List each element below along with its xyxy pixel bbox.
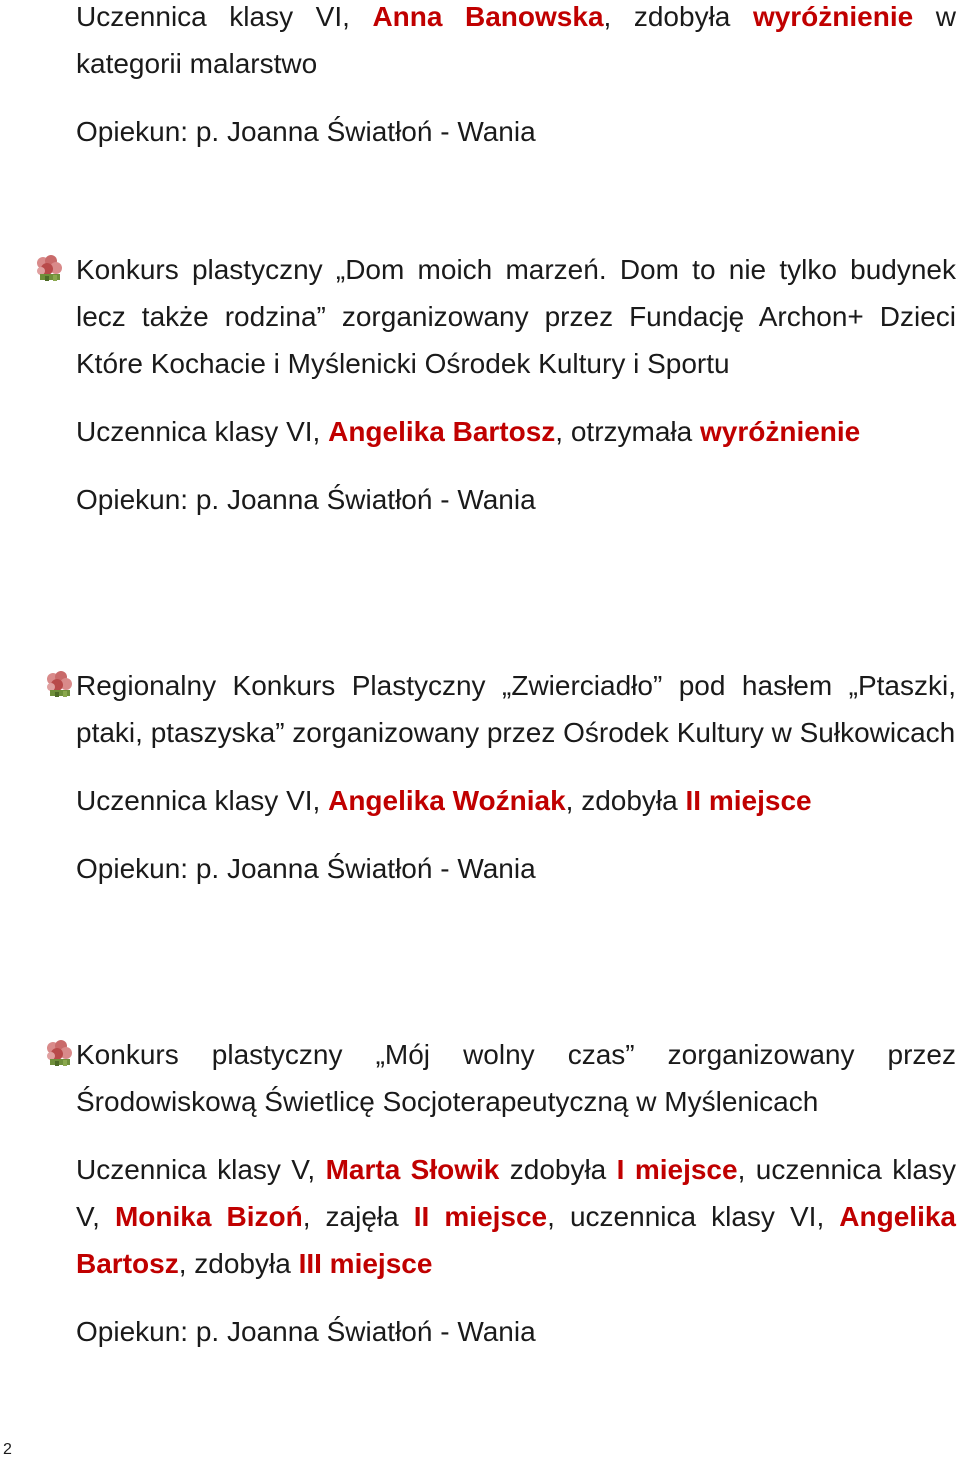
student-name: Anna Banowska [372, 1, 604, 32]
page-number: 2 [3, 1441, 12, 1458]
contest-title: Konkurs plastyczny „Dom moich marzeń. Dom to nie tylko budynek lecz także rodzina” zorganizowany przez Fundację Archon+ Dzieci Które Kochacie i Myślenicki Ośrodek Kultury i Sportu [76, 254, 956, 379]
winner-line: Uczennica klasy VI, Anna Banowska, zdobyła wyróżnienie w kategorii malarstwo [76, 1, 956, 79]
supervisor-line: Opiekun: p. Joanna Światłoń - Wania [76, 1316, 536, 1347]
winners-line: Uczennica klasy V, Marta Słowik zdobyła I miejsce, uczennica klasy V, Monika Bizoń, zajęła II miejsce, uczennica klasy VI, Angelika Bartosz, zdobyła III miejsce [76, 1154, 957, 1279]
section-2 [76, 246, 956, 523]
award: II miejsce [685, 785, 812, 816]
winner-line: Uczennica klasy VI, Angelika Woźniak, zdobyła II miejsce [76, 785, 812, 816]
student-name: Marta Słowik [325, 1154, 500, 1185]
section-1 [76, 0, 956, 155]
contest-title: Konkurs plastyczny „Mój wolny czas” zorganizowany przez Środowiskową Świetlicę Socjoterapeutyczną w Myślenicach [76, 1039, 956, 1117]
flower-bullet-icon [34, 254, 64, 282]
section-3 [76, 662, 956, 892]
student-name: Monika Bizoń [114, 1201, 303, 1232]
winner-line: Uczennica klasy VI, Angelika Bartosz, otrzymała wyróżnienie [76, 416, 861, 447]
award: wyróżnienie [752, 1, 914, 32]
award: II miejsce [413, 1201, 548, 1232]
supervisor-line: Opiekun: p. Joanna Światłoń - Wania [76, 853, 536, 884]
supervisor-line: Opiekun: p. Joanna Światłoń - Wania [76, 116, 536, 147]
supervisor-line: Opiekun: p. Joanna Światłoń - Wania [76, 484, 536, 515]
student-name: Angelika Woźniak [328, 785, 566, 816]
section-4 [76, 1031, 956, 1355]
flower-bullet-icon [44, 670, 74, 698]
award: wyróżnienie [699, 416, 861, 447]
flower-bullet-icon [44, 1039, 74, 1067]
contest-title: Regionalny Konkurs Plastyczny „Zwierciadło” pod hasłem „Ptaszki, ptaki, ptaszyska” zorganizowany przez Ośrodek Kultury w Sułkowicach [76, 670, 956, 748]
award: III miejsce [298, 1248, 433, 1279]
award: I miejsce [616, 1154, 738, 1185]
student-name: Angelika Bartosz [76, 1201, 956, 1279]
student-name: Angelika Bartosz [328, 416, 556, 447]
